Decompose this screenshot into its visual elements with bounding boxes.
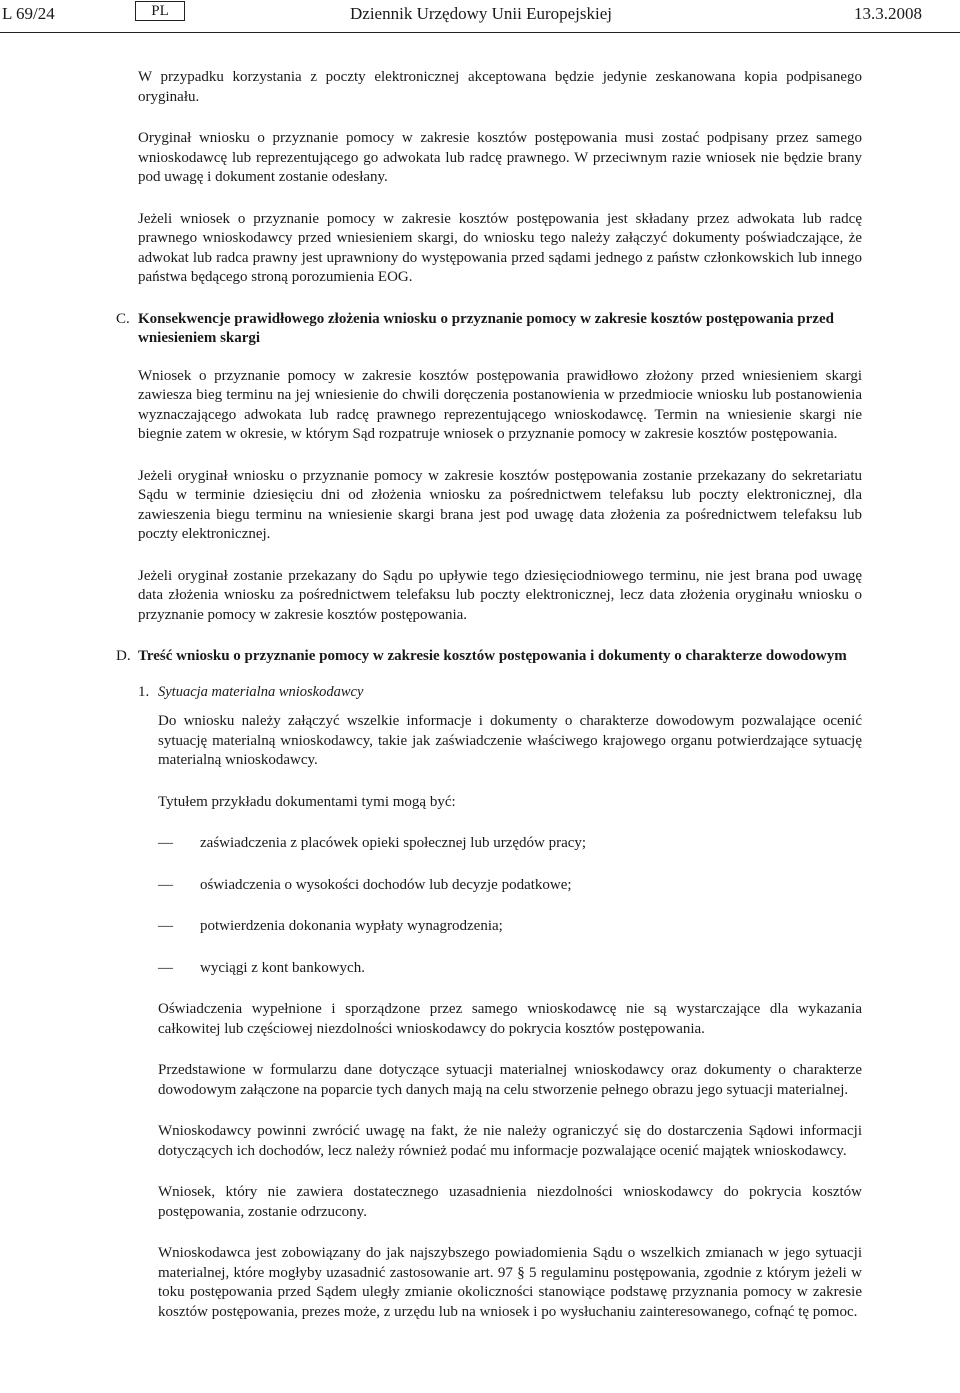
page-header [0,0,960,36]
section-c [116,310,862,626]
list-item [158,834,862,854]
list-item-text: zaświadczenia z placówek opieki społecznej lub urzędów pracy; [200,835,587,851]
paragraph-form-data: Przedstawione w formularzu dane dotyczące sytuacji materialnej wnioskodawcy oraz dokumenty o charakterze dowodowym załączone na poparcie tych danych mają na celu stworzenie pełnego obrazu jego sytuacji materialnej. [158,1062,862,1098]
subsection-1 [138,683,862,703]
list-item-text: potwierdzenia dokonania wypłaty wynagrodzenia; [200,918,503,934]
header-rule [0,32,960,33]
dash-bullet: — [158,959,173,976]
page-reference: L 69/24 [2,4,55,23]
subsection-body [158,712,862,1322]
publication-date: 13.3.2008 [854,4,922,23]
section-c-paragraph: Wniosek o przyznanie pomocy w zakresie kosztów postępowania prawidłowo złożony przed wniesieniem skargi zawiesza bieg terminu na jej wniesienie do chwili doręczenia postanowienia w przedmiocie wniosku lub postanowienia wyznaczającego adwokata lub radcę prawnego reprezentującego wnioskodawcę. Termin na wniesienie skargi nie biegnie zatem w okresie, w którym Sąd rozpatruje wniosek o przyznanie pomocy w zakresie kosztów postępowania. [138,367,862,442]
list-item-text: oświadczenia o wysokości dochodów lub decyzje podatkowe; [200,876,572,893]
dash-bullet: — [158,918,173,934]
paragraph-lawyer-documents: Jeżeli wniosek o przyznanie pomocy w zakresie kosztów postępowania jest składany przez adwokata lub radcę prawnego wnioskodawcy przed wniesieniem skargi, do wniosku tego należy załączyć dokumenty poświadczające, że adwokat lub radca prawny jest uprawniony do występowania przed sądami jednego z państw członkowskich lub innego państwa będącego stroną porozumienia EOG. [138,210,862,285]
section-d-letter: D. [116,648,131,664]
section-d-title: Treść wniosku o przyznanie pomocy w zakresie kosztów postępowania i dokumenty o charakterze dowodowym [138,648,847,664]
paragraph-examples-intro: Tytułem przykładu dokumentami tymi mogą być: [158,793,456,810]
paragraph-declarations: Oświadczenia wypełnione i sporządzone przez samego wnioskodawcę nie są wystarczające dla wykazania całkowitej lub częściowej niezdolności wnioskodawcy do pokrycia kosztów postępowania. [158,1001,862,1037]
section-c-letter: C. [116,310,130,327]
section-c-paragraph: Jeżeli oryginał wniosku o przyznanie pomocy w zakresie kosztów postępowania zostanie przekazany do sekretariatu Sądu w terminie dziesięciu dni od złożenia wniosku za pośrednictwem telefaksu lub poczty elektronicznej, dla zawieszenia biegu terminu na wniesienie skargi brana jest pod uwagę data złożenia za pośrednictwem telefaksu lub poczty elektronicznej. [138,467,862,542]
list-item [158,917,862,937]
document-body [116,68,862,1322]
subsection-title: Sytuacja materialna wnioskodawcy [158,683,364,700]
section-c-paragraph: Jeżeli oryginał zostanie przekazany do Sądu po upływie tego dziesięciodniowego terminu, nie jest brana pod uwagę data złożenia wniosku za pośrednictwem telefaksu lub poczty elektronicznej, lecz data złożenia oryginału wniosku o przyznanie pomocy w zakresie kosztów postępowania. [138,567,862,623]
list-item [158,959,862,979]
list-item-text: wyciągi z kont bankowych. [200,959,365,976]
paragraph-email-copy: W przypadku korzystania z poczty elektronicznej akceptowana będzie jedynie zeskanowana kopia podpisanego oryginału. [138,69,862,105]
subsection-number: 1. [138,683,150,700]
journal-title: Dziennik Urzędowy Unii Europejskiej [350,4,613,23]
paragraph-intro: Do wniosku należy załączyć wszelkie informacje i dokumenty o charakterze dowodowym pozwalające ocenić sytuację materialną wnioskodawcy, takie jak zaświadczenie właściwego krajowego organu potwierdzające sytuację materialną wnioskodawcy. [158,713,862,768]
language-badge: PL [135,1,185,21]
paragraph-notify-changes: Wnioskodawca jest zobowiązany do jak najszybszego powiadomienia Sądu o wszelkich zmianach w jego sytuacji materialnej, które mogłyby uzasadnić zastosowanie art. 97 § 5 regulaminu postępowania, zgodnie z którym jeżeli w toku postępowania przed Sądem uległy zmianie okoliczności stanowiące podstawę przyznania pomocy w zakresie kosztów postępowania, prezes może, z urzędu lub na wniosek i po wysłuchaniu zainteresowanego, cofnąć tę pomoc. [158,1245,862,1320]
paragraph-assets: Wnioskodawcy powinni zwrócić uwagę na fakt, że nie należy ograniczyć się do dostarczenia Sądowi informacji dotyczących ich dochodów, lecz należy również podać mu informacje pozwalające ocenić majątek wnioskodawcy. [158,1123,862,1159]
dash-bullet: — [158,835,173,851]
dash-bullet: — [158,876,173,893]
list-item [158,876,862,896]
paragraph-rejection: Wniosek, który nie zawiera dostatecznego uzasadnienia niezdolności wnioskodawcy do pokrycia kosztów postępowania, zostanie odrzucony. [158,1184,862,1220]
section-d [116,647,862,1322]
section-c-title: Konsekwencje prawidłowego złożenia wniosku o przyznanie pomocy w zakresie kosztów postępowania przed wniesieniem skargi [138,310,834,346]
paragraph-original-signed: Oryginał wniosku o przyznanie pomocy w zakresie kosztów postępowania musi zostać podpisany przez samego wnioskodawcę lub reprezentującego go adwokata lub radcę prawnego. W przeciwnym razie wniosek nie będzie brany pod uwagę i dokument zostanie odesłany. [138,130,862,185]
